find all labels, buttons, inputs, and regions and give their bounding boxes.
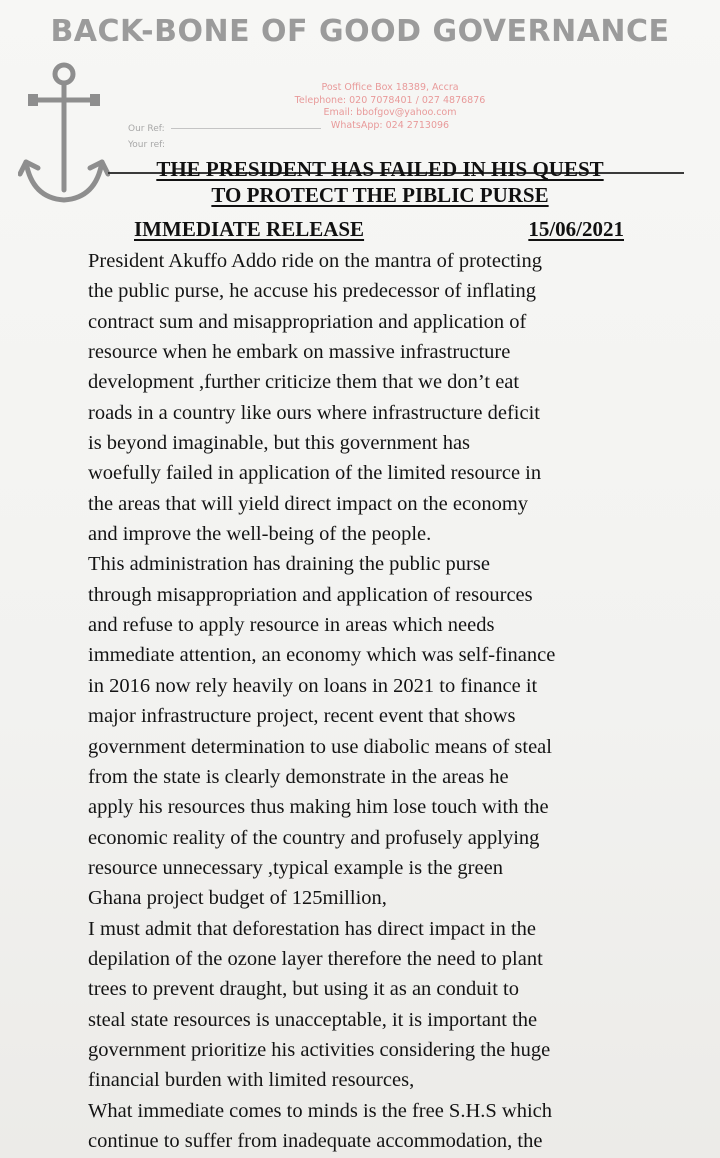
post-office-box: Post Office Box 18389, Accra	[321, 82, 459, 93]
body-line: and improve the well-being of the people.	[88, 523, 432, 546]
body-line: roads in a country like ours where infrastructure deficit	[88, 401, 540, 424]
your-ref-label: Your ref:	[128, 140, 165, 150]
body-line: What immediate comes to minds is the free S.H.S which	[88, 1099, 553, 1122]
our-ref-field	[128, 124, 321, 134]
anchor-icon	[18, 58, 110, 218]
body-line: depilation of the ozone layer therefore the need to plant	[88, 947, 543, 970]
body-line: trees to prevent draught, but using it as an conduit to	[88, 978, 519, 1001]
body-line: resource unnecessary ,typical example is the green	[88, 856, 503, 879]
body-line: is beyond imaginable, but this government has	[88, 432, 471, 455]
body-line: government determination to use diabolic means of steal	[88, 735, 552, 758]
headline-line-1: THE PRESIDENT HAS FAILED IN HIS QUEST	[156, 157, 604, 181]
body-line: development ,further criticize them that we don’t eat	[88, 371, 520, 394]
telephone-number: Telephone: 020 7078401 / 027 4876876	[294, 94, 486, 106]
body-line: continue to suffer from inadequate accommodation, the	[88, 1129, 543, 1152]
our-ref-label: Our Ref:	[128, 124, 165, 134]
body-line: apply his resources thus making him lose touch with the	[88, 796, 549, 819]
body-line: financial burden with limited resources,	[88, 1069, 415, 1092]
organization-name: BACK-BONE OF GOOD GOVERNANCE	[50, 14, 670, 49]
body-line: from the state is clearly demonstrate in the areas he	[88, 765, 509, 788]
headline-line-2: TO PROTECT THE PIBLIC PURSE	[211, 183, 549, 207]
body-line: immediate attention, an economy which was self-finance	[88, 644, 556, 667]
body-line: in 2016 now rely heavily on loans in 2021 to finance it	[88, 674, 538, 697]
email-address: Email: bbofgov@yahoo.com	[323, 107, 457, 118]
body-line: through misappropriation and application of resources	[88, 583, 533, 606]
body-line: Ghana project budget of 125million,	[88, 887, 387, 910]
body-line: the areas that will yield direct impact on the economy	[88, 492, 529, 515]
body-line: woefully failed in application of the limited resource in	[88, 462, 542, 485]
headline	[100, 156, 660, 208]
your-ref-field	[128, 140, 165, 150]
body-line: contract sum and misappropriation and application of	[88, 310, 527, 333]
release-label: IMMEDIATE RELEASE	[134, 217, 365, 241]
release-date: 15/06/2021	[528, 217, 624, 241]
press-release-body	[88, 246, 708, 1156]
body-line: This administration has draining the public purse	[88, 553, 490, 576]
whatsapp-number: WhatsApp: 024 2713096	[330, 119, 450, 131]
body-line: government prioritize his activities considering the huge	[88, 1038, 551, 1061]
body-line: the public purse, he accuse his predecessor of inflating	[88, 280, 536, 303]
body-line: economic reality of the country and profusely applying	[88, 826, 540, 849]
body-line: resource when he embark on massive infrastructure	[88, 341, 511, 364]
body-line: major infrastructure project, recent event that shows	[88, 705, 516, 728]
body-line: steal state resources is unacceptable, it is important the	[88, 1008, 538, 1031]
body-line: President Akuffo Addo ride on the mantra of protecting	[88, 250, 542, 272]
body-line: and refuse to apply resource in areas which needs	[88, 614, 495, 637]
body-line: I must admit that deforestation has direct impact in the	[88, 917, 537, 940]
